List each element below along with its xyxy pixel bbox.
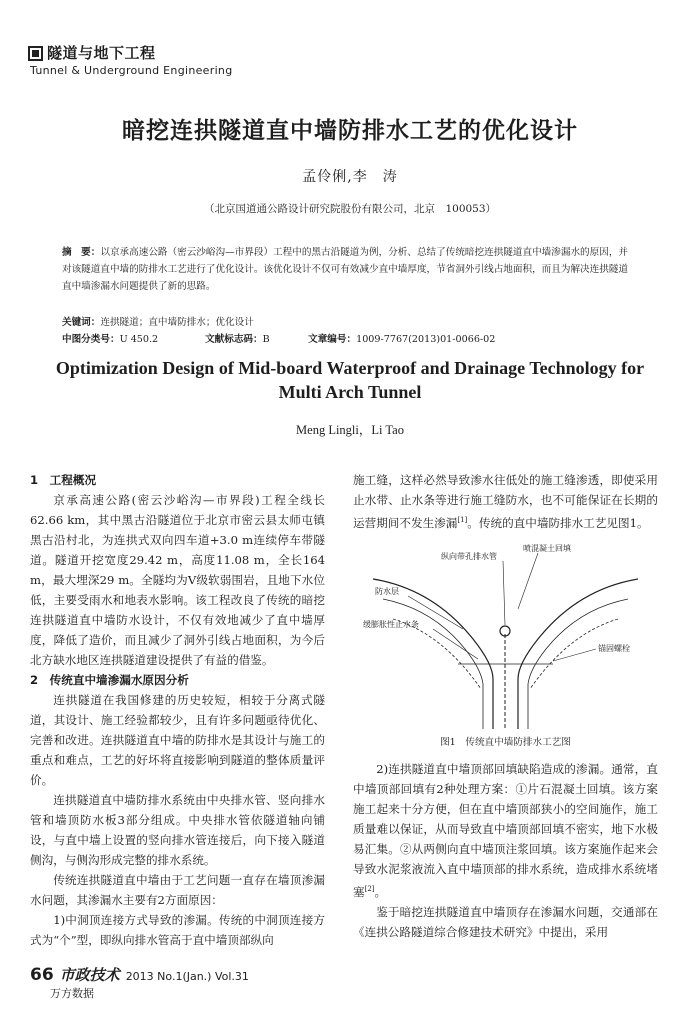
article-meta — [62, 314, 637, 345]
article-number: 文章编号：1009-7767(2013)01-0066-02 — [308, 334, 496, 345]
label-anchor: 锚固螺栓 — [598, 643, 630, 653]
abstract-label: 摘 要： — [62, 247, 101, 258]
right-column — [353, 470, 658, 942]
paragraph: 2)连拱隧道直中墙顶部回填缺陷造成的渗漏。通常，直中墙顶部回填有2种处理方案：①片石混凝土回填。该方案施工起来十分方便，但在直中墙顶部狭小的空间施作，施工质量难以保证，从而导致直中墙顶部回填不密实，地下水极易汇集。②从两侧向直中墙顶注浆回填。该方案施作起来会导致水泥浆液流入直中墙顶部的排水系统，造成排水系统堵塞[2]。 — [353, 761, 658, 899]
abstract-text: 以京承高速公路（密云沙峪沟—市界段）工程中的黑古沿隧道为例，分析、总结了传统暗挖连拱隧道直中墙渗漏水的原因，并对该隧道直中墙的防排水工艺进行了优化设计。该优化设计不仅可有效减少直中墙厚度，节省洞外引线占地面积，而且为解决连拱隧道直中墙渗漏水问题提供了新的思路。 — [62, 247, 629, 292]
paragraph: 连拱隧道直中墙防排水系统由中央排水管、竖向排水管和墙顶防水板3部分组成。中央排水管依隧道轴向铺设，与直中墙上设置的竖向排水管连接后，向下接入隧道侧沟，与侧沟形成完整的排水系统。 — [30, 793, 325, 867]
section-title-cn: 隧道与地下工程 — [30, 42, 232, 63]
journal-name: 市政技术 — [59, 966, 120, 984]
section-square-icon — [30, 48, 41, 59]
label-concrete: 喷混凝土回填 — [523, 543, 571, 553]
keywords: 关键词：连拱隧道；直中墙防排水；优化设计 — [62, 317, 254, 328]
figure-1 — [353, 539, 658, 729]
label-waterproof: 防水层 — [375, 586, 399, 596]
english-authors: Meng Lingli，Li Tao — [296, 423, 404, 437]
section-title-en: Tunnel & Underground Engineering — [30, 64, 233, 77]
classification-row — [62, 331, 637, 345]
authors: 孟伶俐,李 涛 — [302, 169, 398, 185]
paragraph: 鉴于暗挖连拱隧道直中墙顶存在渗漏水问题，交通部在《连拱公路隧道综合修建技术研究》中提出，采用 — [353, 904, 658, 939]
section-heading-2: 2 传统直中墙渗漏水原因分析 — [30, 673, 189, 687]
page-number: 66 — [30, 965, 54, 985]
page-footer — [30, 964, 249, 1001]
left-waterproof-layer — [393, 619, 481, 689]
paragraph: 施工缝，这样必然导致渗水往低处的施工缝渗透，即使采用止水带、止水条等进行施工缝防水，也不可能保证在长期的运营期间不发生渗漏[1]。传统的直中墙防排水工艺见图1。 — [353, 473, 658, 530]
drainage-diagram — [353, 539, 658, 729]
paper-title: 暗挖连拱隧道直中墙防排水工艺的优化设计 — [122, 118, 578, 144]
left-arch-outer — [373, 579, 493, 729]
doc-code: 文献标志码：B — [205, 334, 270, 345]
section-heading-1: 1 工程概况 — [30, 473, 97, 487]
paragraph: 1)中洞顶连接方式导致的渗漏。传统的中洞顶连接方式为“个”型，即纵向排水管高于直中墙顶部纵向 — [30, 913, 325, 947]
paragraph: 京承高速公路(密云沙峪沟—市界段)工程全线长62.66 km，其中黑古沿隧道位于北京市密云县太师屯镇黑古沿村北，为连拱式双向四车道+3.0 m连续停车带隧道。隧道开挖宽度29.42 m，高度11.08 m，全长164 m，最大埋深29 m。全隧均为V级软弱围岩，且地下水位低，主要受雨水和地表水影响。该工程改良了传统的暗挖连拱隧道直中墙防水设计，不仅有效地减少了直中墙厚度，降低了造价，而且减少了洞外引线占地面积，为今后北方缺水地区连拱隧道建设提供了有益的借鉴。 — [30, 493, 325, 667]
paragraph: 连拱隧道在我国修建的历史较短，相较于分离式隧道，其设计、施工经验都较少，且有许多问题亟待优化、完善和改进。连拱隧道直中墙的防排水是其设计与施工的重点和难点，工艺的好坏将直接影响到隧道的整体质量评价。 — [30, 693, 325, 787]
issue-info: 2013 No.1(Jan.) Vol.31 — [125, 970, 249, 983]
label-strip: 缓膨胀性止水条 — [363, 619, 419, 629]
abstract — [62, 244, 637, 295]
right-waterproof-layer — [530, 619, 618, 689]
figure-caption: 图1 传统直中墙防排水工艺图 — [440, 736, 571, 748]
affiliation: （北京国道通公路设计研究院股份有限公司，北京 100053） — [203, 203, 497, 215]
paragraph: 传统连拱隧道直中墙由于工艺问题一直存在墙顶渗漏水问题，其渗漏水主要有2方面原因： — [30, 873, 325, 907]
section-header — [30, 42, 232, 77]
citation-ref[interactable]: [2] — [364, 884, 375, 893]
citation-ref[interactable]: [1] — [457, 516, 468, 524]
english-title: Optimization Design of Mid-board Waterproof and Drainage Technology for Multi Arch Tunnel — [55, 358, 645, 402]
classification: 中图分类号：U 450.2 — [62, 334, 159, 345]
label-pipe: 纵向带孔排水管 — [441, 551, 497, 561]
left-column — [30, 470, 325, 950]
source-database: 万方数据 — [50, 987, 94, 1000]
